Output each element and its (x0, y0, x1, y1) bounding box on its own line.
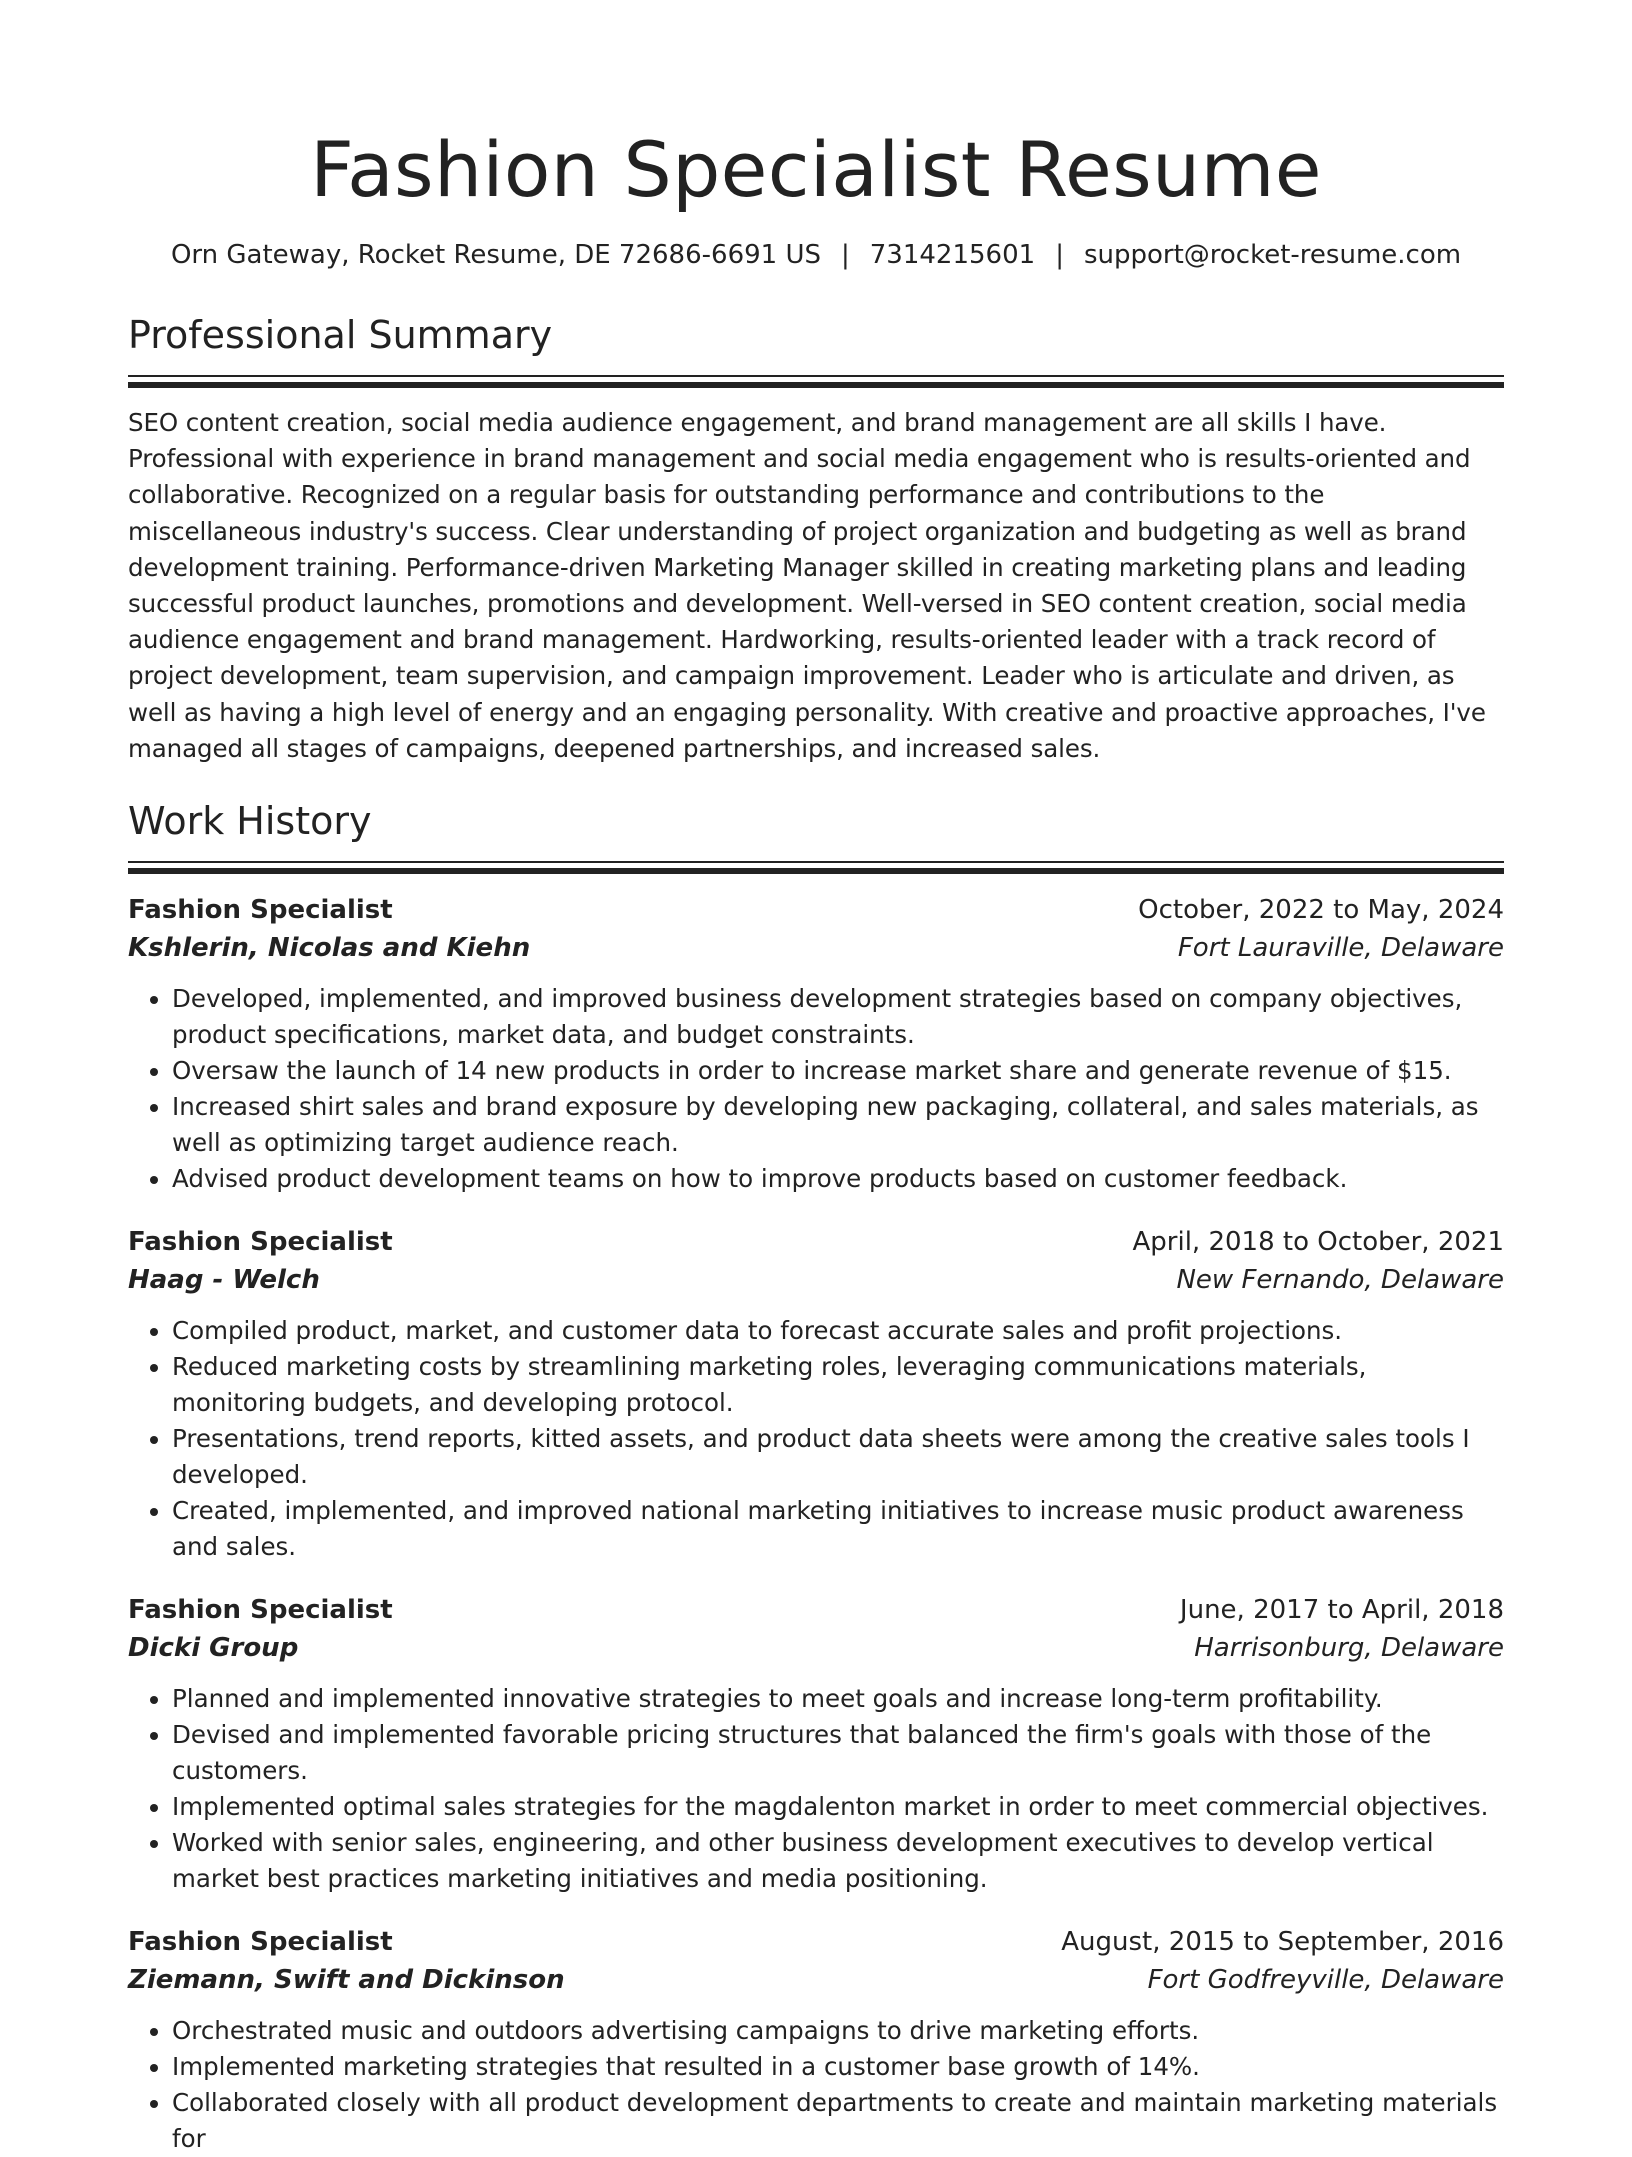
job-bullet: • Collaborated closely with all product development departments to create and maintain marketing materials for (172, 2085, 1504, 2157)
contact-line (128, 237, 1504, 273)
job-location: Fort Lauraville, Delaware (1177, 933, 1504, 964)
job-company: Ziemann, Swift and Dickinson (128, 1965, 565, 1996)
resume-title: Fashion Specialist Resume (310, 125, 1322, 214)
job-company: Haag - Welch (128, 1265, 320, 1296)
job-location: New Fernando, Delaware (1176, 1265, 1504, 1296)
job-entry (128, 1223, 1504, 1565)
contact-separator: | (1055, 240, 1064, 270)
job-bullet: • Orchestrated music and outdoors advertising campaigns to drive marketing efforts. (172, 2013, 1504, 2049)
job-bullets (128, 2013, 1504, 2157)
job-location: Harrisonburg, Delaware (1194, 1633, 1504, 1664)
job-bullet: • Created, implemented, and improved national marketing initiatives to increase music product awareness and sales. (172, 1493, 1504, 1565)
job-title: Fashion Specialist (128, 1595, 393, 1626)
job-dates: October, 2022 to May, 2024 (1138, 895, 1504, 926)
job-bullets (128, 1313, 1504, 1565)
job-entry (128, 1923, 1504, 2157)
job-bullet: • Reduced marketing costs by streamlining marketing roles, leveraging communications materials, monitoring budgets, and developing protocol. (172, 1349, 1504, 1421)
job-bullet: • Presentations, trend reports, kitted assets, and product data sheets were among the creative sales tools I developed. (172, 1421, 1504, 1493)
job-dates: April, 2018 to October, 2021 (1132, 1227, 1504, 1258)
job-bullet: • Devised and implemented favorable pricing structures that balanced the firm's goals with those of the customers. (172, 1717, 1504, 1789)
contact-address: Orn Gateway, Rocket Resume, DE 72686-6691 US (170, 240, 821, 270)
job-bullet: • Compiled product, market, and customer data to forecast accurate sales and profit projections. (172, 1313, 1504, 1349)
job-bullet: • Implemented optimal sales strategies for the magdalenton market in order to meet commercial objectives. (172, 1789, 1504, 1825)
contact-phone: 7314215601 (869, 240, 1036, 270)
job-bullet: • Increased shirt sales and brand exposure by developing new packaging, collateral, and sales materials, as well as optimizing target audience reach. (172, 1089, 1504, 1161)
job-bullet: • Developed, implemented, and improved business development strategies based on company objectives, product specifications, market data, and budget constraints. (172, 981, 1504, 1053)
job-company: Dicki Group (128, 1633, 299, 1664)
job-bullets (128, 981, 1504, 1197)
summary-heading: Professional Summary (128, 313, 553, 357)
resume-page (128, 118, 1504, 2157)
job-bullet: • Planned and implemented innovative strategies to meet goals and increase long-term profitability. (172, 1681, 1504, 1717)
job-title: Fashion Specialist (128, 895, 393, 926)
summary-text: SEO content creation, social media audience engagement, and brand management are all skills I have. Professional with experience in brand management and social media engagement who is results-oriented and collaborative. Recognized on a regular basis for outstanding performance and contributions to the miscellaneous industry's success. Clear understanding of project organization and budgeting as well as brand development training. Performance-driven Marketing Manager skilled in creating marketing plans and leading successful product launches, promotions and development. Well-versed in SEO content creation, social media audience engagement and brand management. Hardworking, results-oriented leader with a track record of project development, team supervision, and campaign improvement. Leader who is articulate and driven, as well as having a high level of energy and an engaging personality. With creative and proactive approaches, I've managed all stages of campaigns, deepened partnerships, and increased sales. (128, 408, 1486, 763)
job-dates: August, 2015 to September, 2016 (1061, 1927, 1504, 1958)
contact-separator: | (841, 240, 850, 270)
job-location: Fort Godfreyville, Delaware (1147, 1965, 1504, 1996)
job-bullet: • Implemented marketing strategies that resulted in a customer base growth of 14%. (172, 2049, 1504, 2085)
section-divider (128, 861, 1504, 873)
job-dates: June, 2017 to April, 2018 (1179, 1595, 1504, 1626)
work-history-heading: Work History (128, 799, 372, 844)
section-divider (128, 375, 1504, 387)
contact-email: support@rocket-resume.com (1083, 240, 1462, 270)
job-title: Fashion Specialist (128, 1227, 393, 1258)
job-bullet: • Advised product development teams on how to improve products based on customer feedback. (172, 1161, 1504, 1197)
job-entry (128, 1591, 1504, 1897)
job-bullets (128, 1681, 1504, 1897)
job-bullet: • Oversaw the launch of 14 new products in order to increase market share and generate revenue of $15. (172, 1053, 1504, 1089)
job-title: Fashion Specialist (128, 1927, 393, 1958)
job-bullet: • Worked with senior sales, engineering, and other business development executives to develop vertical market best practices marketing initiatives and media positioning. (172, 1825, 1504, 1897)
job-company: Kshlerin, Nicolas and Kiehn (128, 933, 531, 964)
job-entry (128, 891, 1504, 1197)
